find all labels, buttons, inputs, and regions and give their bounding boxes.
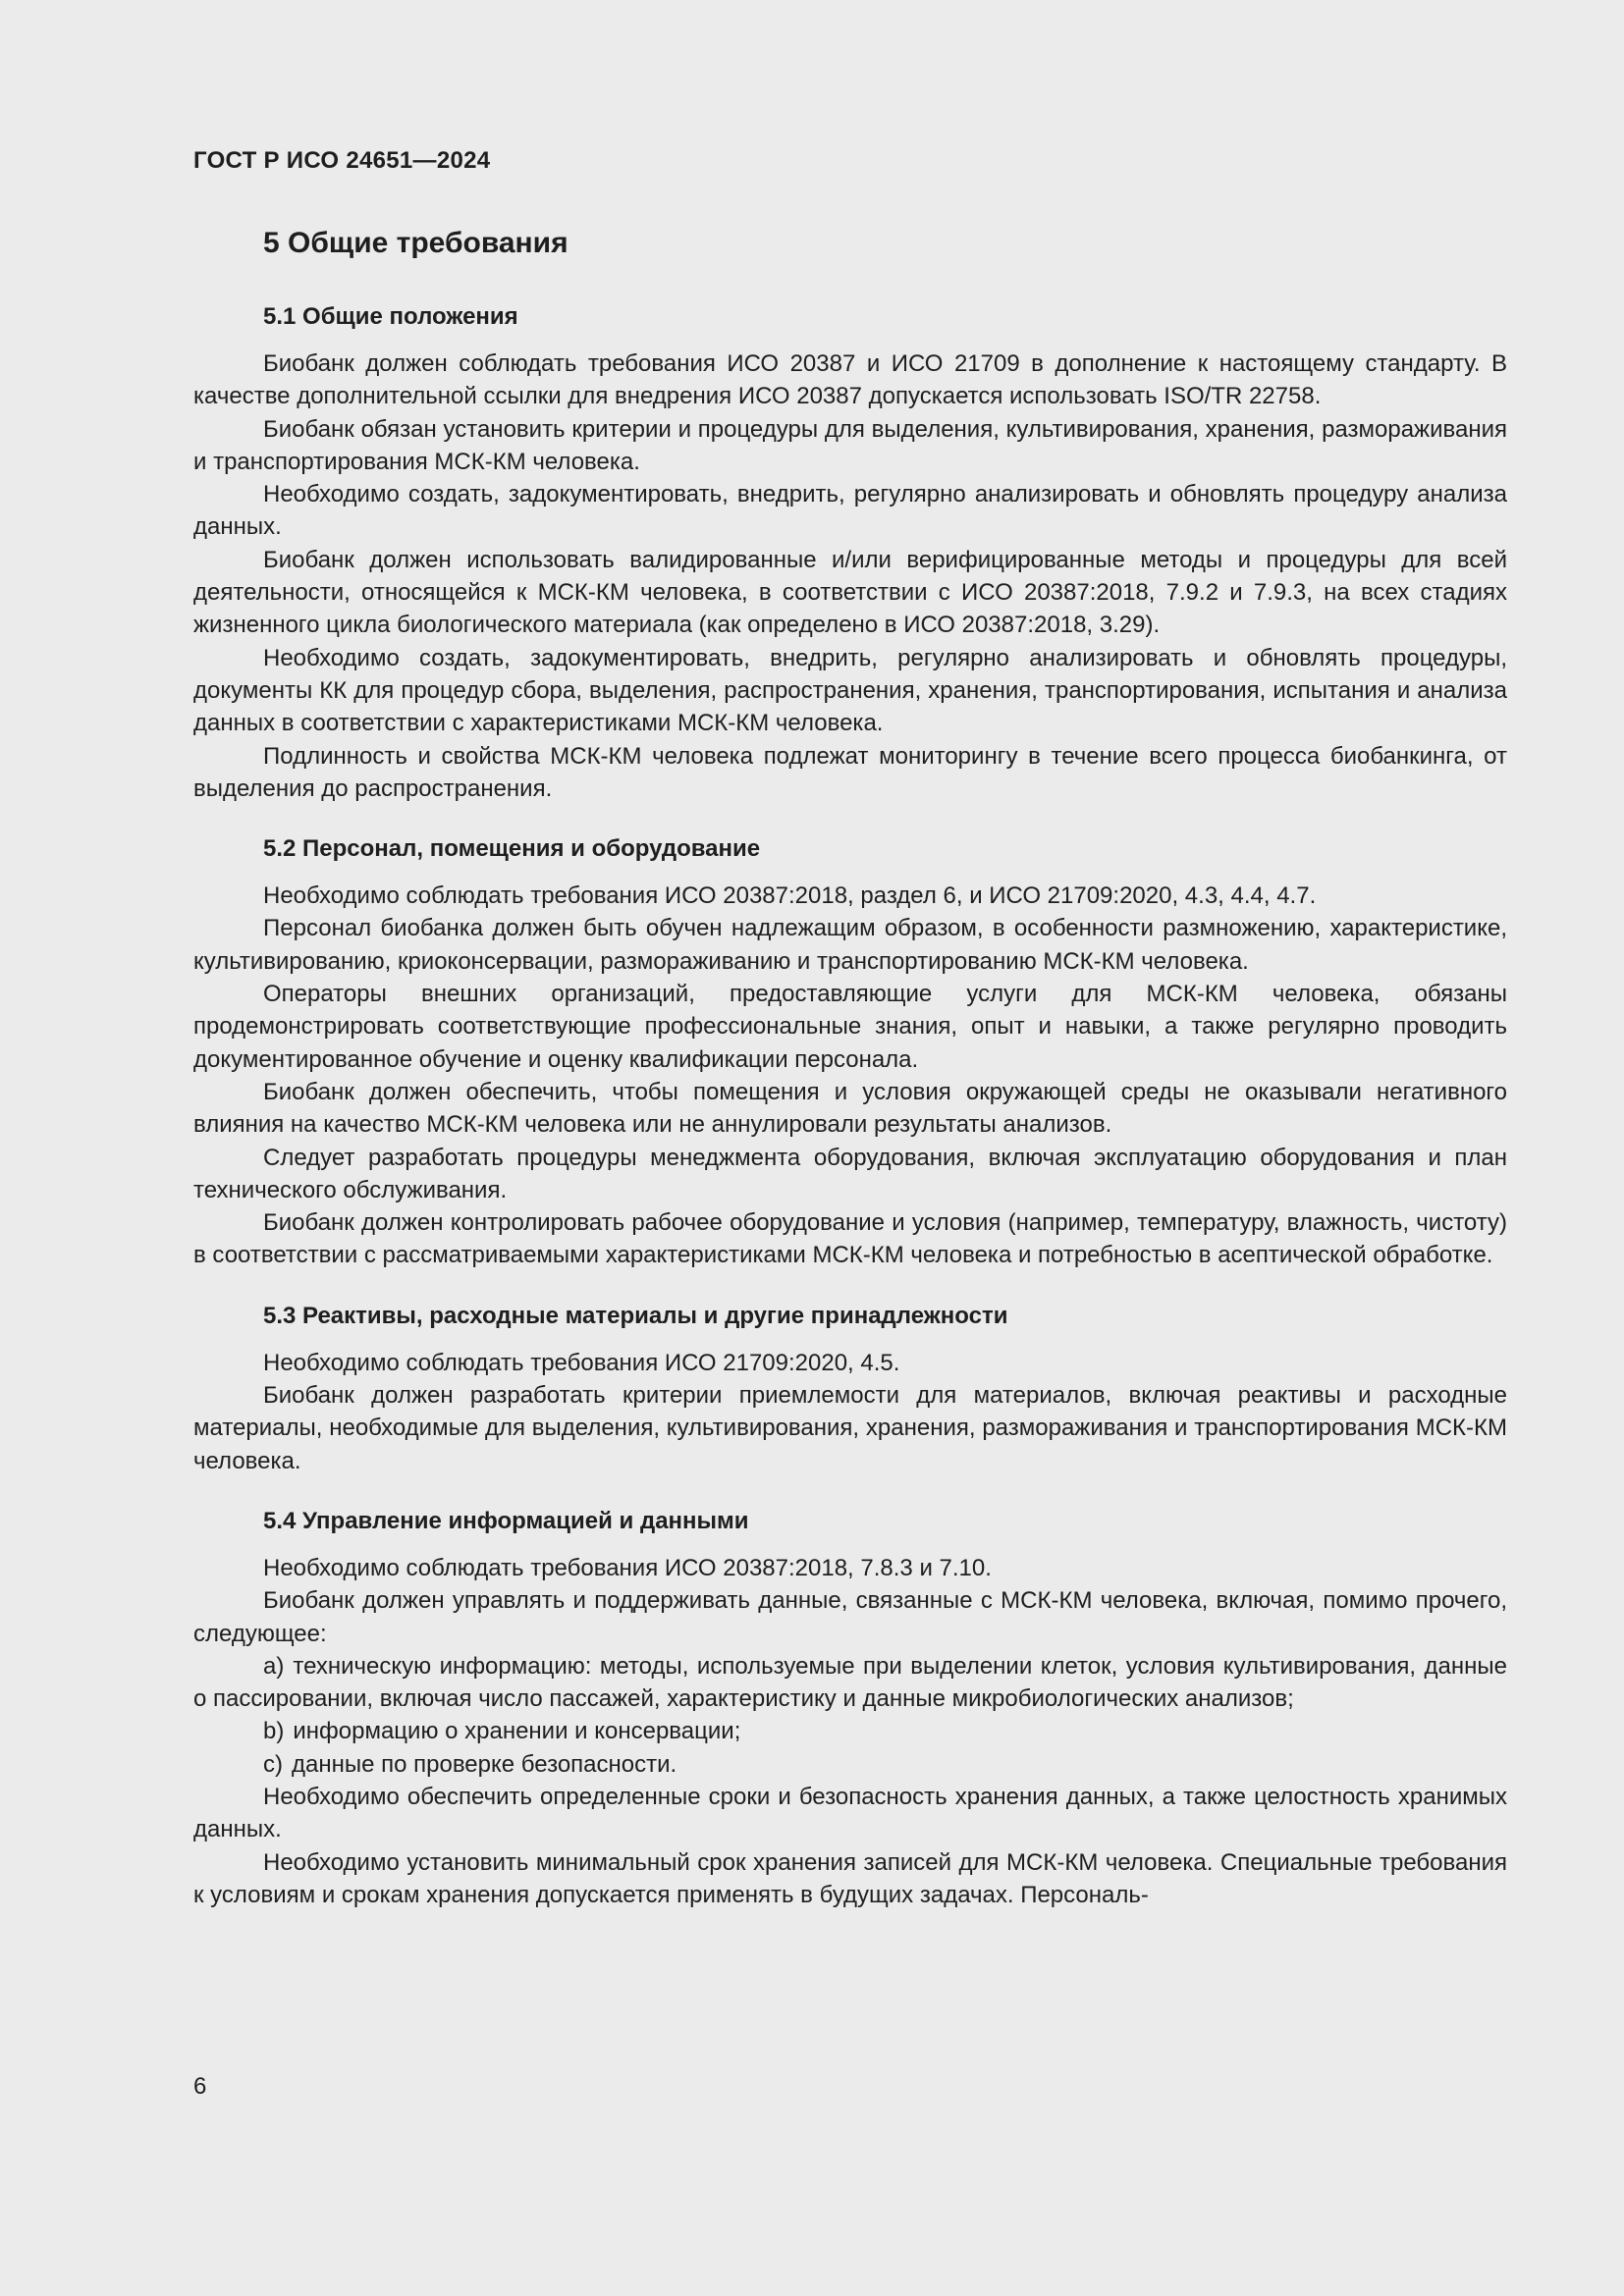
paragraph: Подлинность и свойства МСК-КМ человека подлежат мониторингу в течение всего процесса биобанкинга, от выделения до распространения. [193,742,1507,802]
list-marker: c) [263,1750,283,1778]
list-marker: a) [263,1652,285,1680]
paragraph: Необходимо соблюдать требования ИСО 20387:2018, 7.8.3 и 7.10. [263,1554,992,1581]
paragraph: Биобанк должен соблюдать требования ИСО 20387 и ИСО 21709 в дополнение к настоящему стандарту. В качестве дополнительной ссылки для внедрения ИСО 20387 допускается использовать ISO/TR 22758. [193,350,1507,410]
paragraph: Необходимо создать, задокументировать, внедрить, регулярно анализировать и обновлять процедуру анализа данных. [193,481,1507,541]
list-item [193,1748,1507,1781]
list-item [193,1650,1507,1716]
list-item-text: техническую информацию: методы, используемые при выделении клеток, условия культивирования, данные о пассировании, включая число пассажей, характеристику и данные микробиологических анализов; [193,1652,1507,1713]
page-content [193,222,1507,1939]
paragraph: Биобанк должен управлять и поддерживать данные, связанные с МСК-КМ человека, включая, помимо прочего, следующее: [193,1587,1507,1647]
section-5-2 [193,832,1507,1272]
chapter-title: 5 Общие требования [263,227,568,259]
section-title: 5.1 Общие положения [263,303,518,330]
section-5-1 [193,300,1507,805]
paragraph: Биобанк должен разработать критерии приемлемости для материалов, включая реактивы и расходные материалы, необходимые для выделения, культивирования, хранения, размораживания и транспортирования МСК-КМ человека. [193,1382,1507,1474]
document-code-header: ГОСТ Р ИСО 24651—2024 [193,147,491,174]
section-5-4 [193,1505,1507,1911]
paragraph: Биобанк должен использовать валидированные и/или верифицированные методы и процедуры для всей деятельности, относящейся к МСК-КМ человека, в соответствии с ИСО 20387:2018, 7.9.2 и 7.9.3, на всех стадиях жизненного цикла биологического материала (как определено в ИСО 20387:2018, 3.29). [193,546,1507,639]
paragraph: Операторы внешних организаций, предоставляющие услуги для МСК-КМ человека, обязаны продемонстрировать соответствующие профессиональные знания, опыт и навыки, а также регулярно проводить документированное обучение и оценку квалификации персонала. [193,981,1507,1073]
section-title: 5.2 Персонал, помещения и оборудование [263,835,761,863]
paragraph: Следует разработать процедуры менеджмента оборудования, включая эксплуатацию оборудования и план технического обслуживания. [193,1144,1507,1203]
paragraph: Персонал биобанка должен быть обучен надлежащим образом, в особенности размножению, характеристике, культивированию, криоконсервации, размораживанию и транспортированию МСК-КМ человека. [193,915,1507,975]
section-title: 5.4 Управление информацией и данными [263,1507,749,1534]
list-marker: b) [263,1718,285,1745]
paragraph: Необходимо обеспечить определенные сроки и безопасность хранения данных, а также целостность хранимых данных. [193,1783,1507,1843]
section-5-3 [193,1300,1507,1477]
paragraph: Необходимо создать, задокументировать, внедрить, регулярно анализировать и обновлять процедуры, документы КК для процедур сбора, выделения, распространения, хранения, транспортирования, испытания и анализа данных в соответствии с характеристиками МСК-КМ человека. [193,644,1507,737]
paragraph: Необходимо соблюдать требования ИСО 21709:2020, 4.5. [263,1349,900,1376]
paragraph: Биобанк должен обеспечить, чтобы помещения и условия окружающей среды не оказывали негативного влияния на качество МСК-КМ человека или не аннулировали результаты анализов. [193,1078,1507,1139]
paragraph: Необходимо установить минимальный срок хранения записей для МСК-КМ человека. Специальные требования к условиям и срокам хранения допускается применять в будущих задачах. Персональ- [193,1848,1507,1908]
list-item-text: данные по проверке безопасности. [292,1750,677,1778]
list-item-text: информацию о хранении и консервации; [293,1718,741,1745]
paragraph: Биобанк обязан установить критерии и процедуры для выделения, культивирования, хранения, размораживания и транспортирования МСК-КМ человека. [193,415,1507,475]
section-title: 5.3 Реактивы, расходные материалы и другие принадлежности [263,1302,1008,1329]
page-number: 6 [193,2073,207,2100]
list-item [193,1715,1507,1747]
paragraph: Необходимо соблюдать требования ИСО 20387:2018, раздел 6, и ИСО 21709:2020, 4.3, 4.4, 4.7. [263,882,1317,910]
paragraph: Биобанк должен контролировать рабочее оборудование и условия (например, температуру, влажность, чистоту) в соответствии с рассматриваемыми характеристиками МСК-КМ человека и потребностью в асептической обработке. [193,1209,1507,1269]
